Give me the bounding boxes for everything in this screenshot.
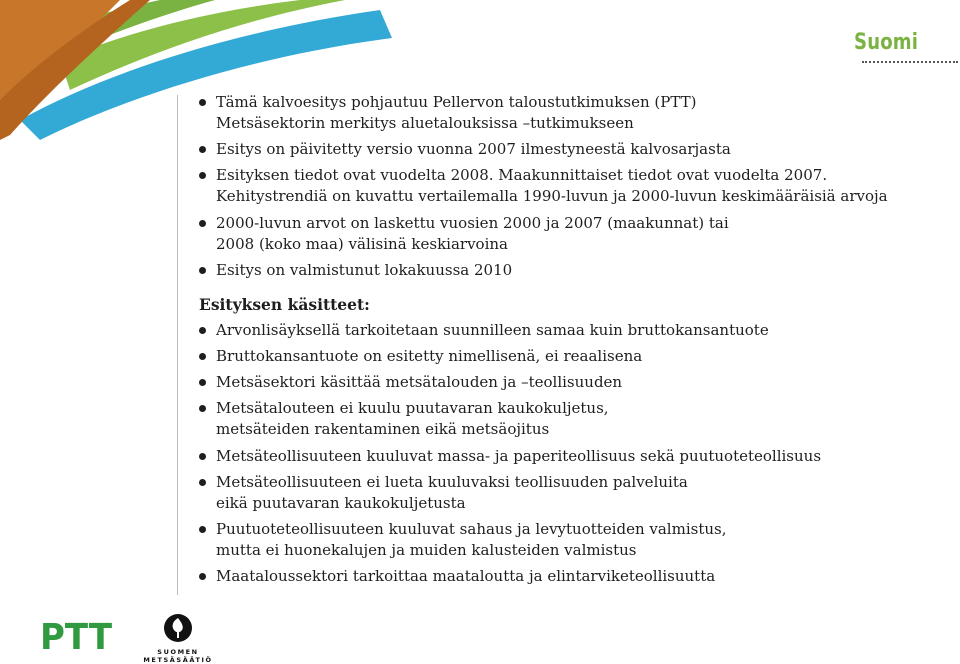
country-label: Suomi: [853, 30, 918, 55]
bullet-text-line: Esitys on päivitetty versio vuonna 2007 ilmestyneestä kalvosarjasta: [216, 140, 731, 159]
bullet-item: [199, 213, 939, 255]
bullet-item: [199, 519, 939, 561]
bullet-text-line: Puutuoteteollisuuteen kuuluvat sahaus ja levytuotteiden valmistus,: [216, 519, 727, 538]
section-title: Esityksen käsitteet:: [199, 294, 370, 314]
bullet-item: [199, 372, 939, 393]
ptt-logo: [40, 615, 114, 655]
bullet-item: [199, 566, 939, 587]
bullet-text-line: Metsätalouteen ei kuulu puutavaran kaukokuljetus,: [216, 399, 609, 418]
vertical-divider: [177, 95, 178, 595]
foundation-name: SUOMEN METSÄSÄÄTIÖ: [143, 648, 213, 664]
slide-content: [199, 92, 939, 592]
bullet-text-line: Esitys on valmistunut lokakuussa 2010: [216, 260, 513, 279]
bullet-text-line: Metsäsektorin merkitys aluetalouksissa –tutkimukseen: [216, 114, 634, 132]
bullet-text-line: Metsäteollisuuteen kuuluvat massa- ja paperiteollisuus sekä puutuoteteollisuus: [216, 446, 822, 465]
bullet-item: [199, 398, 939, 440]
bullet-item: [199, 346, 939, 367]
bullet-text-line: Arvonlisäyksellä tarkoitetaan suunnilleen samaa kuin bruttokansantuote: [216, 320, 769, 339]
foundation-emblem-icon: [163, 613, 193, 643]
bullet-item: [199, 260, 939, 281]
bullet-text-line: eikä puutavaran kaukokuljetusta: [216, 493, 466, 512]
concept-bullet-list: [199, 320, 939, 587]
dotted-underline: [862, 61, 958, 63]
ptt-logo-text: PTT: [40, 617, 113, 655]
bullet-text-line: Metsäsektori käsittää metsätalouden ja –teollisuuden: [216, 373, 623, 392]
foundation-logo: [128, 613, 228, 664]
bullet-text-line: 2000-luvun arvot on laskettu vuosien 2000 ja 2007 (maakunnat) tai: [216, 213, 729, 232]
bullet-text-line: Tämä kalvoesitys pohjautuu Pellervon taloustutkimuksen (PTT): [216, 93, 697, 111]
bullet-item: [199, 446, 939, 467]
bullet-text-line: Kehitystrendiä on kuvattu vertailemalla 1990-luvun ja 2000-luvun keskimääräisiä arvoja: [216, 187, 888, 206]
bullet-text-line: mutta ei huonekalujen ja muiden kalusteiden valmistus: [216, 540, 637, 559]
bullet-item: [199, 139, 939, 160]
bullet-item: [199, 320, 939, 341]
bullet-text-line: Maataloussektori tarkoittaa maataloutta ja elintarviketeollisuutta: [216, 567, 716, 586]
bullet-text-line: metsäteiden rakentaminen eikä metsäojitus: [216, 420, 550, 439]
intro-bullet-list: [199, 92, 939, 281]
bullet-item: [199, 92, 939, 134]
bullet-text-line: Bruttokansantuote on esitetty nimellisenä, ei reaalisena: [216, 346, 643, 365]
bullet-text-line: Esityksen tiedot ovat vuodelta 2008. Maakunnittaiset tiedot ovat vuodelta 2007.: [216, 166, 828, 185]
bullet-item: [199, 472, 939, 514]
bullet-text-line: 2008 (koko maa) välisinä keskiarvoina: [216, 234, 508, 253]
bullet-text-line: Metsäteollisuuteen ei lueta kuuluvaksi teollisuuden palveluita: [216, 472, 688, 491]
bullet-item: [199, 165, 939, 207]
